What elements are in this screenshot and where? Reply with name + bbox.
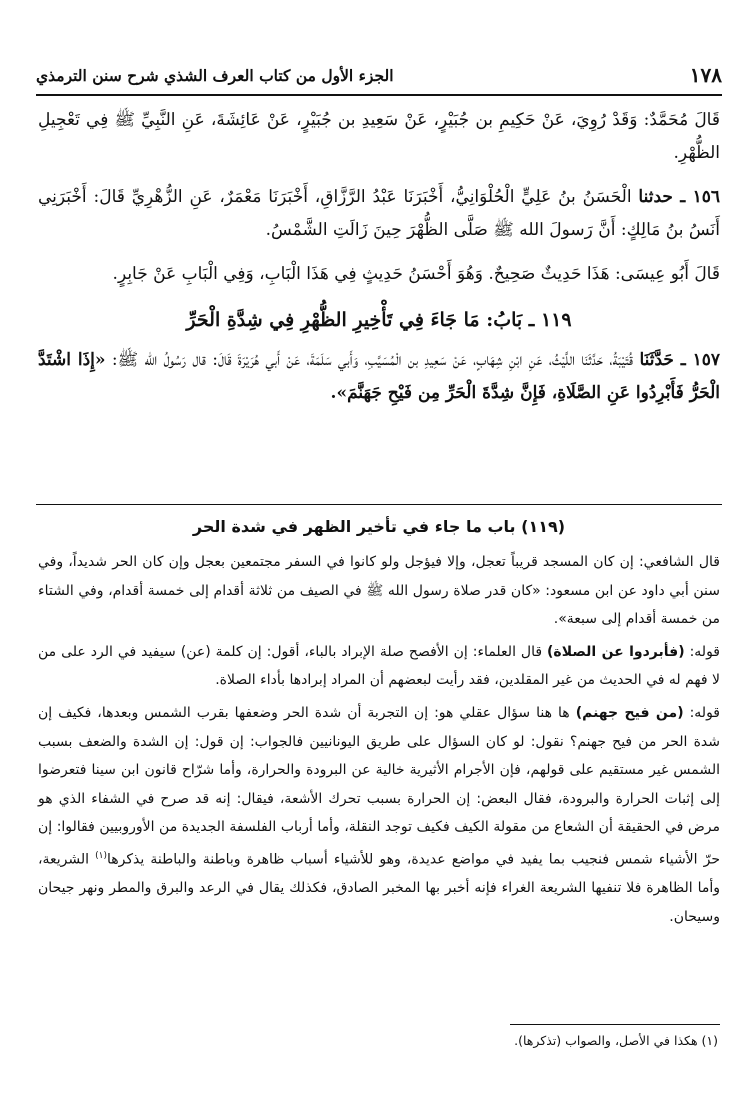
matn-paragraph-3: قَالَ أَبُو عِيسَى: هَذَا حَدِيثٌ صَحِيحٌ. وَهُوَ أَحْسَنُ حَدِيثٍ فِي هَذَا الْبَابِ، وَفِي الْبَابِ عَنْ جَابِرٍ. [112,264,720,284]
hadith-157-number: ١٥٧ ـ حَدَّثَنَا [639,350,720,370]
p2-text: قال العلماء: إن الأفصح صلة الإبراد بالباء، أقول: إن كلمة (عن) سيفيد في الرد على من لا فهم له في الحديث من غير المقلدين، فقد رأيت لبعضهم أن المراد إبرادها بأداء الصلاة. [38,643,720,689]
hadith-156-number: ١٥٦ ـ حدثنا [638,187,720,207]
p2-prefix: قوله: [684,643,720,660]
footnote-reference: (١) [95,850,107,861]
p3-text: ها هنا سؤال عقلي هو: إن التجربة أن شدة الحر وضعفها بقرب الشمس وبعدها، فكيف إن شدة الحر من فيح جهنم؟ نقول: لو كان السؤال على طريق اليونانيين فالجواب: إن قول: إن الشدة والضعف بسبب الشمس غير مستقيم على قولهم، فإن الأجرام الأثيرية خالية عن البرودة والحرارة، وأما شرّاح قانون ابن سينا فتعرضوا إلى إثبات الحرارة والبرودة، فقال البعض: إن الحرارة بسبب تحرك الأشعة، فيقال: إنه قد صرح في الشفاء الذي هو مرض في الحقيقة أن الشعاع من مقولة الكيف فكيف توجد النقلة، وأما أرباب الفلسفة الجديدة من الأوروبيين فقالوا: إن حرّ الأشياء شمس فنجيب بما يفيد في مواضع عديدة، وهو للأشياء أسباب ظاهرة وباطنة والباطنة يذكرها [38,704,720,868]
chapter-title: ١١٩ ـ بَابُ: مَا جَاءَ فِي تَأْخِيرِ الظُّهْرِ فِي شِدَّةِ الْحَرِّ [186,309,572,331]
hadith-text-section [38,104,720,421]
hadith-156 [38,181,720,247]
commentary-section [38,510,720,935]
footnote-rule [510,1024,720,1025]
commentary-title: (١١٩) باب ما جاء في تأخير الظهر في شدة الحر [192,517,566,536]
commentary-paragraph-3 [38,699,720,931]
running-title: الجزء الأول من كتاب العرف الشذي شرح سنن الترمذي [36,65,394,85]
hadith-157-text: قُتَيْبَةُ، حَدَّثَنَا اللَّيْثُ، عَنِ ابْنِ شِهَابٍ، عَنْ سَعِيدِ بن الْمُسَيَّبِ، وَأَبي سَلَمَةَ، عَنْ أَبي هُرَيْرَةَ قَالَ: قال رَسُولُ الله ﷺ: [105,350,640,370]
commentary-paragraph-2 [38,638,720,695]
commentary-paragraph-1: قال الشافعي: إن كان المسجد قريباً تعجل، وإلا فيؤجل ولو كانوا في السفر مجتمعين بعجل وإن كان الحر شديداً، وفي سنن أبي داود عن ابن مسعود: «كان قدر صلاة رسول الله ﷺ في الصيف من ثلاثة أقدام إلى خمسة أقدام، وفي الشتاء من خمسة أقدام إلى سبعة». [38,554,720,628]
page-number: ١٧٨ [689,63,722,87]
hadith-157 [38,344,720,410]
matn-paragraph-1: قَالَ مُحَمَّدٌ: وَقَدْ رُوِيَ، عَنْ حَكِيمِ بن جُبَيْرٍ، عَنْ سَعِيدِ بن جُبَيْرٍ، عَنْ عَائِشَةَ، عَنِ النَّبِيِّ ﷺ فِي تَعْجِيلِ الظُّهْرِ. [38,110,720,163]
p2-keyword: (فأبردوا عن الصلاة) [547,643,685,660]
section-divider [36,504,722,505]
header-rule [36,94,722,96]
footnote: (١) هكذا في الأصل، والصواب (تذكرها). [514,1033,718,1048]
p3-keyword: (من فيح جهنم) [575,704,684,721]
hadith-156-text: الْحَسَنُ بنُ عَلِيٍّ الْحُلْوَانِيُّ، أَخْبَرَنَا عَبْدُ الرَّزَّاقِ، أَخْبَرَنَا مَعْمَرٌ، عَنِ الزُّهْرِيِّ قَالَ: أَخْبَرَنِي أَنَسُ بنُ مَالِكٍ: أَنَّ رَسولَ الله ﷺ صَلَّى الظُّهْرَ حِينَ زَالَتِ الشَّمْسُ. [38,187,720,240]
page-header [36,58,722,92]
hadith-157-quote: «إِذَا اشْتَدَّ الْحَرُّ فَأَبْرِدُوا عَنِ الصَّلَاةِ، فَإِنَّ شِدَّةَ الْحَرِّ مِن فَيْحِ جَهَنَّمَ». [38,350,720,403]
p3-tail: الشريعة، وأما الظاهرة فلا تنفيها الشريعة الغراء فإنه أخبر بها المخبر الصادق، فكذلك يقال في الرعد والبرق والمطر ونهر جيحان وسيحان. [38,851,720,925]
p3-prefix: قوله: [683,704,721,721]
